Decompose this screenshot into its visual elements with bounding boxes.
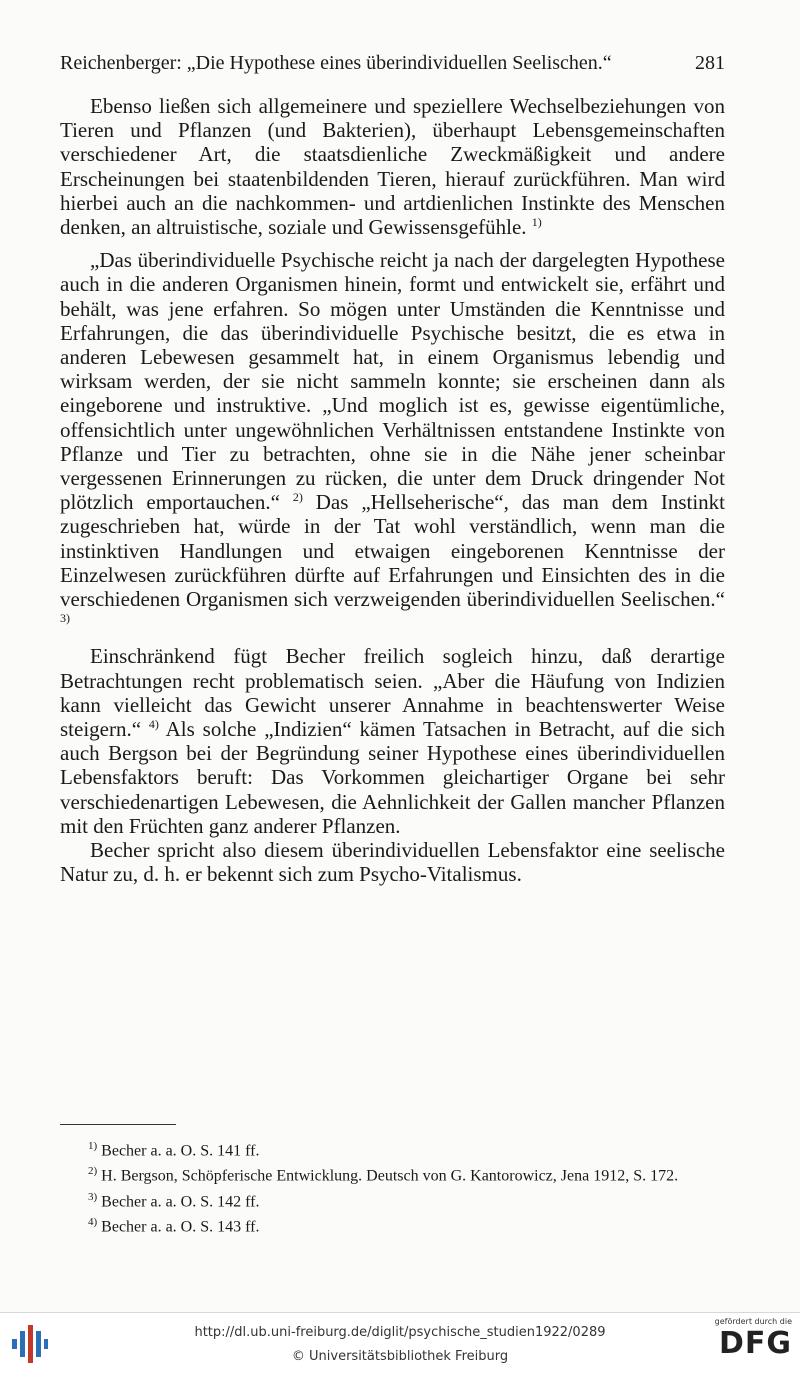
footnote-ref[interactable]: 1) — [531, 215, 542, 230]
paragraph: Becher spricht also diesem überindividuellen Lebensfaktor eine seelische Natur zu, d. h. er bekennt sich zum Psycho-Vitalismus. — [60, 838, 725, 887]
dfg-logo — [704, 1317, 792, 1369]
copyright-notice: © Universitätsbibliothek Freiburg — [291, 1349, 509, 1364]
dfg-note: gefördert durch die — [714, 1317, 792, 1326]
viewer-footer — [0, 1312, 800, 1373]
footnote-ref[interactable]: 2) — [292, 490, 303, 505]
footnote: $^{2)}$ H. Bergson, Schöpferische Entwicklung. Deutsch von G. Kantorowicz, Jena 1912, S. 172. — [88, 1165, 679, 1185]
dfg-logo-text: DFG — [718, 1326, 792, 1361]
running-title: Reichenberger: „Die Hypothese eines überindividuellen Seelischen.“ — [60, 52, 612, 74]
permalink-link[interactable]: http://dl.ub.uni-freiburg.de/diglit/psychische_studien1922/0289 — [194, 1325, 606, 1340]
footnote: $^{1)}$ Becher a. a. O. S. 141 ff. — [88, 1140, 260, 1160]
footnotes — [60, 1136, 725, 1237]
footnote: $^{3)}$ Becher a. a. O. S. 142 ff. — [88, 1190, 260, 1210]
paragraph: Einschränkend fügt Becher freilich sogleich hinzu, daß derartige Betrachtungen recht problematisch seien. „Aber die Häufung von Indizien kann vielleicht das Gewicht unserer Annahme in beachtenswerter Weise steigern.“ $^{4)}$ Als solche „Indizien“ kämen Tatsachen in Betracht, auf die sich auch Bergson bei der Begründung seiner Hypothese eines überindividuellen Lebensfaktors beruft: Das Vorkommen gleichartiger Organe bei sehr verschiedenartigen Lebewesen, die Aehnlichkeit der Gallen mancher Pflanzen mit den Früchten ganz anderer Pflanzen. — [60, 644, 726, 838]
running-header — [60, 50, 725, 76]
footnote-ref[interactable]: 4) — [148, 717, 159, 732]
footnote-ref[interactable]: 3) — [60, 611, 70, 626]
body-text — [60, 94, 725, 887]
paragraph: „Das überindividuelle Psychische reicht ja nach der dargelegten Hypothese auch in die anderen Organismen hinein, formt und entwickelt sie, erfährt und behält, was jene erfahren. So mögen unter Umständen die Kenntnisse und Erfahrungen, die das überindividuelle Psychische besitzt, die es etwa in anderen Lebewesen gesammelt hat, in einem Organismus lebendig und wirksam werden, der sie nicht sammeln konnte; sie erscheinen dann als eingeborene und instruktive. „Und moglich ist es, gewisse eigentümliche, offensichtlich unter ungewöhnlichen Verhältnissen entstandene Instinkte von Pflanze und Tier zu betrachten, ohne sie in die Nähe jener scheinbar vergessenen Erinnerungen zu rücken, die unter dem Druck dringender Not plötzlich emportauchen.“ $^{2)}$ Das „Hellseherische“, das man dem Instinkt zugeschrieben hat, würde in der Tat wohl verständlich, wenn man die instinktiven Handlungen und etwaigen eingeborenen Kenntnisse der Einzelwesen zurückführen dürfte auf Erfahrungen und Einsichten des in die verschiedenen Organismen sich verzweigenden überindividuellen Seelischen.“ $^{3)}$ — [60, 248, 725, 626]
paragraph: Ebenso ließen sich allgemeinere und speziellere Wechselbeziehungen von Tieren und Pflanzen (und Bakterien), überhaupt Lebensgemeinschaften verschiedener Art, die staatsdienliche Zweckmäßigkeit und andere Erscheinungen bei staatenbildenden Tieren, hierauf zurückführen. Man wird hierbei auch an die nachkommen- und artdienlichen Instinkte des Menschen denken, an altruistische, soziale und Gewissensgefühle. $^{1)}$ — [60, 94, 725, 240]
footnote-divider — [60, 1124, 176, 1125]
footnote: $^{4)}$ Becher a. a. O. S. 143 ff. — [88, 1215, 260, 1236]
page-number: 281 — [695, 52, 725, 74]
